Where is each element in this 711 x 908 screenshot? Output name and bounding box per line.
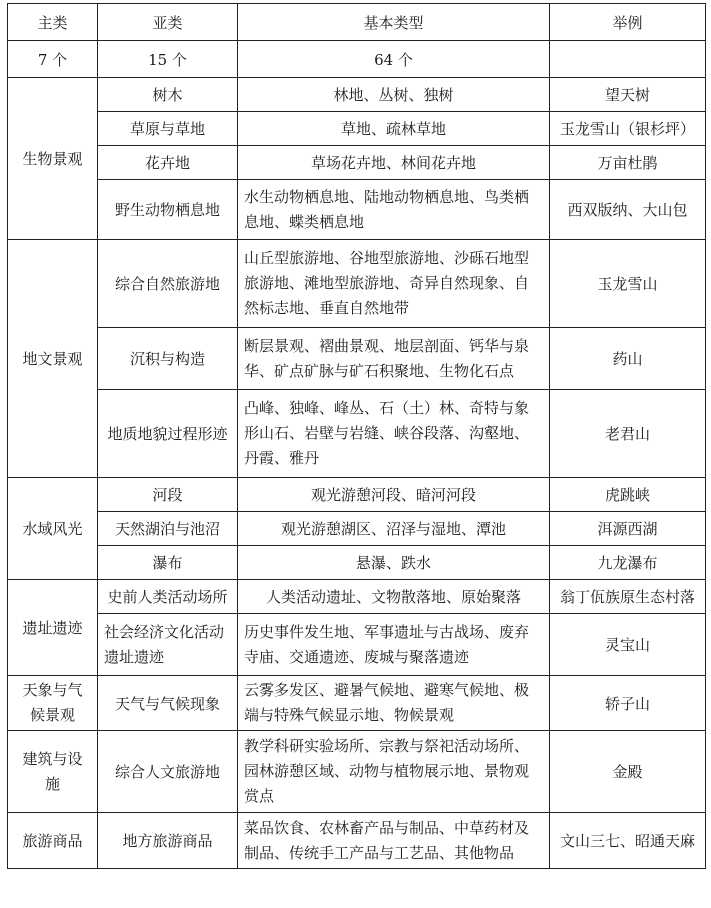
example-cell: 玉龙雪山（银杉坪） [550,112,706,146]
basic-type-cell: 云雾多发区、避暑气候地、避寒气候地、极端与特殊气候显示地、物候景观 [238,676,550,731]
count-types: 64 个 [238,41,550,78]
basic-type-cell: 凸峰、独峰、峰丛、石（土）林、奇特与象形山石、岩壁与岩缝、峡谷段落、沟壑地、丹霞、雅丹 [238,390,550,478]
table-row [8,78,706,112]
basic-type-cell: 草地、疏林草地 [238,112,550,146]
example-cell: 虎跳峡 [550,478,706,512]
main-class-cell: 生物景观 [8,78,98,240]
subclass-cell: 野生动物栖息地 [98,180,238,240]
main-class-cell: 水域风光 [8,478,98,580]
header-basic-type: 基本类型 [238,4,550,41]
subclass-cell: 天气与气候现象 [98,676,238,731]
subclass-cell: 草原与草地 [98,112,238,146]
example-cell: 文山三七、昭通天麻 [550,813,706,869]
basic-type-cell: 历史事件发生地、军事遗址与古战场、废弃寺庙、交通遗迹、废城与聚落遗迹 [238,614,550,676]
main-class-cell: 天象与气候景观 [8,676,98,731]
basic-type-cell: 水生动物栖息地、陆地动物栖息地、鸟类栖息地、蝶类栖息地 [238,180,550,240]
example-cell: 九龙瀑布 [550,546,706,580]
basic-type-cell: 观光游憩湖区、沼泽与湿地、潭池 [238,512,550,546]
example-cell: 老君山 [550,390,706,478]
subclass-cell: 综合人文旅游地 [98,731,238,813]
basic-type-cell: 草场花卉地、林间花卉地 [238,146,550,180]
subclass-cell: 社会经济文化活动遗址遗迹 [98,614,238,676]
example-cell: 万亩杜鹃 [550,146,706,180]
table-row [8,546,706,580]
table-row [8,240,706,328]
header-row [8,4,706,41]
count-sub: 15 个 [98,41,238,78]
subclass-cell: 河段 [98,478,238,512]
subclass-cell: 树木 [98,78,238,112]
subclass-cell: 地质地貌过程形迹 [98,390,238,478]
table-row [8,478,706,512]
basic-type-cell: 菜品饮食、农林畜产品与制品、中草药材及制品、传统手工产品与工艺品、其他物品 [238,813,550,869]
example-cell: 金殿 [550,731,706,813]
subclass-cell: 沉积与构造 [98,328,238,390]
table-row [8,580,706,614]
example-cell: 灵宝山 [550,614,706,676]
subclass-cell: 天然湖泊与池沼 [98,512,238,546]
table-row [8,180,706,240]
subclass-cell: 瀑布 [98,546,238,580]
table-row [8,390,706,478]
basic-type-cell: 教学科研实验场所、宗教与祭祀活动场所、园林游憩区域、动物与植物展示地、景物观赏点 [238,731,550,813]
main-class-cell: 遗址遗迹 [8,580,98,676]
table-row [8,731,706,813]
subclass-cell: 史前人类活动场所 [98,580,238,614]
basic-type-cell: 山丘型旅游地、谷地型旅游地、沙砾石地型旅游地、滩地型旅游地、奇异自然现象、自然标志地、垂直自然地带 [238,240,550,328]
example-cell: 药山 [550,328,706,390]
example-cell: 洱源西湖 [550,512,706,546]
table-row [8,328,706,390]
subclass-cell: 综合自然旅游地 [98,240,238,328]
table-row [8,614,706,676]
count-example [550,41,706,78]
basic-type-cell: 林地、丛树、独树 [238,78,550,112]
example-cell: 轿子山 [550,676,706,731]
basic-type-cell: 观光游憩河段、暗河河段 [238,478,550,512]
main-class-cell: 地文景观 [8,240,98,478]
main-class-cell: 旅游商品 [8,813,98,869]
table-row [8,512,706,546]
table-row [8,813,706,869]
basic-type-cell: 人类活动遗址、文物散落地、原始聚落 [238,580,550,614]
table-row [8,676,706,731]
header-subclass: 亚类 [98,4,238,41]
basic-type-cell: 断层景观、褶曲景观、地层剖面、钙华与泉华、矿点矿脉与矿石积聚地、生物化石点 [238,328,550,390]
basic-type-cell: 悬瀑、跌水 [238,546,550,580]
example-cell: 西双版纳、大山包 [550,180,706,240]
example-cell: 望天树 [550,78,706,112]
table-row [8,112,706,146]
subclass-cell: 花卉地 [98,146,238,180]
count-main: 7 个 [8,41,98,78]
resource-classification-table [7,3,706,869]
main-class-cell: 建筑与设施 [8,731,98,813]
example-cell: 玉龙雪山 [550,240,706,328]
subclass-cell: 地方旅游商品 [98,813,238,869]
example-cell: 翁丁佤族原生态村落 [550,580,706,614]
count-row [8,41,706,78]
table-row [8,146,706,180]
header-example: 举例 [550,4,706,41]
header-main-class: 主类 [8,4,98,41]
